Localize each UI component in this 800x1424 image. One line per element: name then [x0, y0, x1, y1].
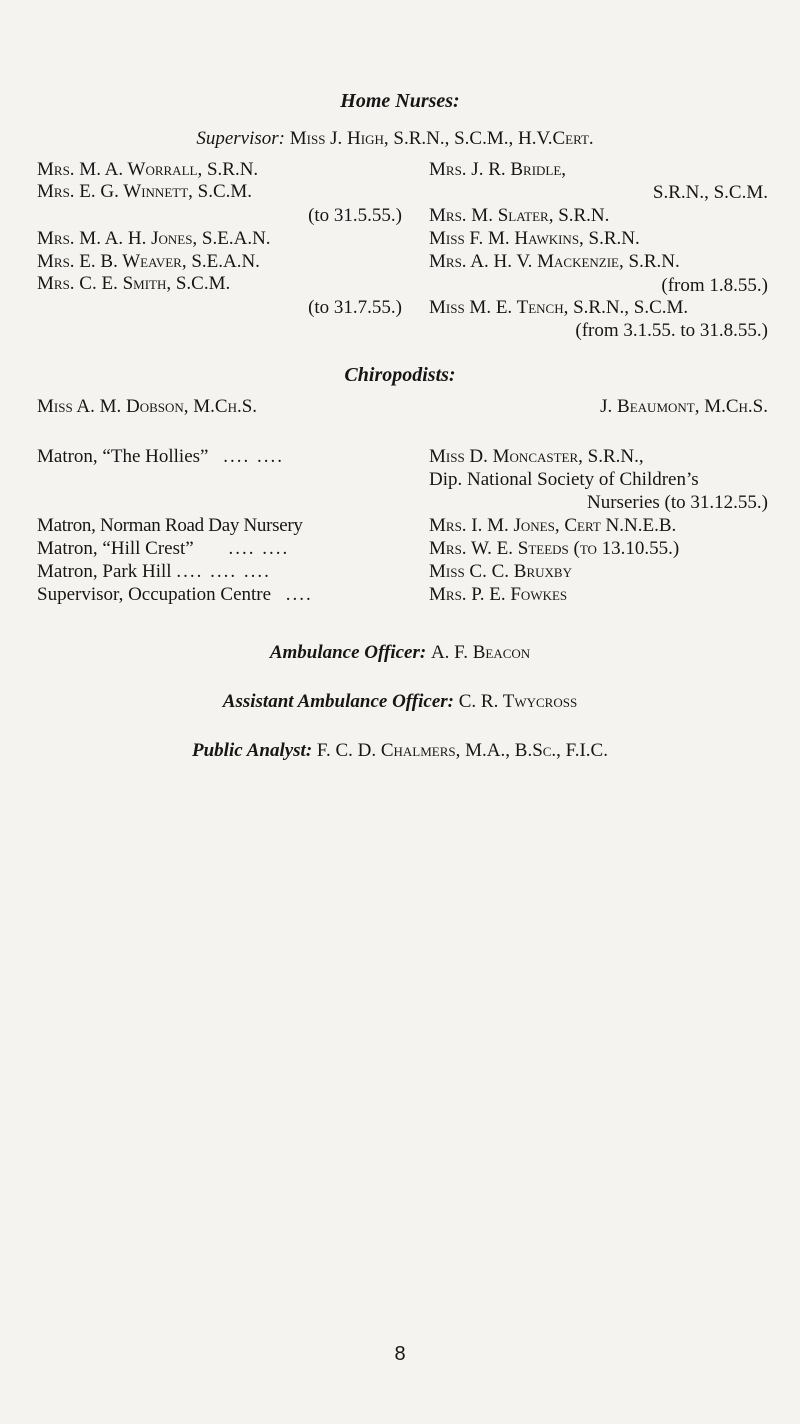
chiropodists-heading: Chiropodists: [344, 364, 456, 386]
matron-park-name: Miss C. C. Bruxby [429, 561, 572, 582]
public-analyst-label: Public Analyst: [192, 740, 313, 761]
nurse-left-4: Mrs. E. B. Weaver, S.E.A.N. [37, 251, 260, 272]
nurse-left-5-date: (to 31.7.55.) [308, 297, 402, 318]
matron-hill-label-line [37, 538, 289, 560]
matron-park-dots: .... .... .... [176, 561, 271, 582]
matron-hollies-dots: .... .... [223, 446, 284, 467]
nurse-right-1: Mrs. J. R. Bridle, [429, 159, 567, 180]
nurse-right-1-cont: S.R.N., S.C.M. [652, 182, 768, 203]
nurse-left-5: Mrs. C. E. Smith, S.C.M. [37, 273, 231, 294]
matron-hollies-label: Matron, “The Hollies” [37, 446, 209, 467]
nurse-right-4: Mrs. A. H. V. Mackenzie, S.R.N. [429, 251, 680, 272]
matron-norman-label: Matron, Norman Road Day Nursery [37, 515, 303, 536]
matron-hill-name: Mrs. W. E. Steeds (to 13.10.55.) [429, 538, 680, 559]
nurse-right-5: Miss M. E. Tench, S.R.N., S.C.M. [429, 297, 689, 318]
ambulance-officer-line [0, 642, 800, 664]
nurse-left-2: Mrs. E. G. Winnett, S.C.M. [37, 181, 253, 202]
nurse-right-4-date: (from 1.8.55.) [661, 275, 768, 296]
matron-park-label-line [37, 561, 271, 583]
matron-hollies-label-line [37, 446, 284, 468]
matron-norman-name: Mrs. I. M. Jones, Cert N.N.E.B. [429, 515, 677, 536]
nurse-right-2: Mrs. M. Slater, S.R.N. [429, 205, 610, 226]
matron-hollies-name-2: Dip. National Society of Children’s [429, 469, 699, 490]
matron-hollies-name-3: Nurseries (to 31.12.55.) [587, 492, 768, 513]
supervisor-occ-label-line [37, 584, 313, 606]
matron-hill-dots: .... .... [228, 538, 290, 559]
assistant-ambulance-officer-label: Assistant Ambulance Officer: [222, 691, 454, 712]
public-analyst-line [0, 740, 800, 762]
matron-hollies-name-1: Miss D. Moncaster, S.R.N., [429, 446, 644, 467]
home-nurses-heading: Home Nurses: [340, 90, 460, 112]
page-number: 8 [394, 1343, 406, 1365]
nurse-left-3: Mrs. M. A. H. Jones, S.E.A.N. [37, 228, 271, 249]
assistant-ambulance-officer-name: C. R. Twycross [458, 691, 578, 712]
chiropodist-right: J. Beaumont, M.Ch.S. [600, 396, 768, 417]
assistant-ambulance-officer-line [0, 691, 800, 713]
supervisor-occ-dots: .... [285, 584, 313, 605]
supervisor-line [0, 128, 795, 150]
matron-park-label: Matron, Park Hill [37, 561, 172, 582]
nurse-left-1: Mrs. M. A. Worrall, S.R.N. [37, 159, 259, 180]
supervisor-name: Miss J. High, S.R.N., S.C.M., H.V.Cert. [289, 128, 594, 149]
chiropodist-left: Miss A. M. Dobson, M.Ch.S. [37, 396, 258, 417]
supervisor-occ-label: Supervisor, Occupation Centre [37, 584, 272, 605]
matron-hill-label: Matron, “Hill Crest” [37, 538, 194, 559]
supervisor-occ-name: Mrs. P. E. Fowkes [429, 584, 568, 605]
supervisor-label: Supervisor: [196, 128, 285, 149]
nurse-left-2-date: (to 31.5.55.) [308, 205, 402, 226]
nurse-right-3: Miss F. M. Hawkins, S.R.N. [429, 228, 640, 249]
nurse-right-5-date: (from 3.1.55. to 31.8.55.) [575, 320, 768, 341]
ambulance-officer-name: A. F. Beacon [430, 642, 531, 663]
public-analyst-name: F. C. D. Chalmers, M.A., B.Sc., F.I.C. [316, 740, 608, 761]
ambulance-officer-label: Ambulance Officer: [269, 642, 427, 663]
